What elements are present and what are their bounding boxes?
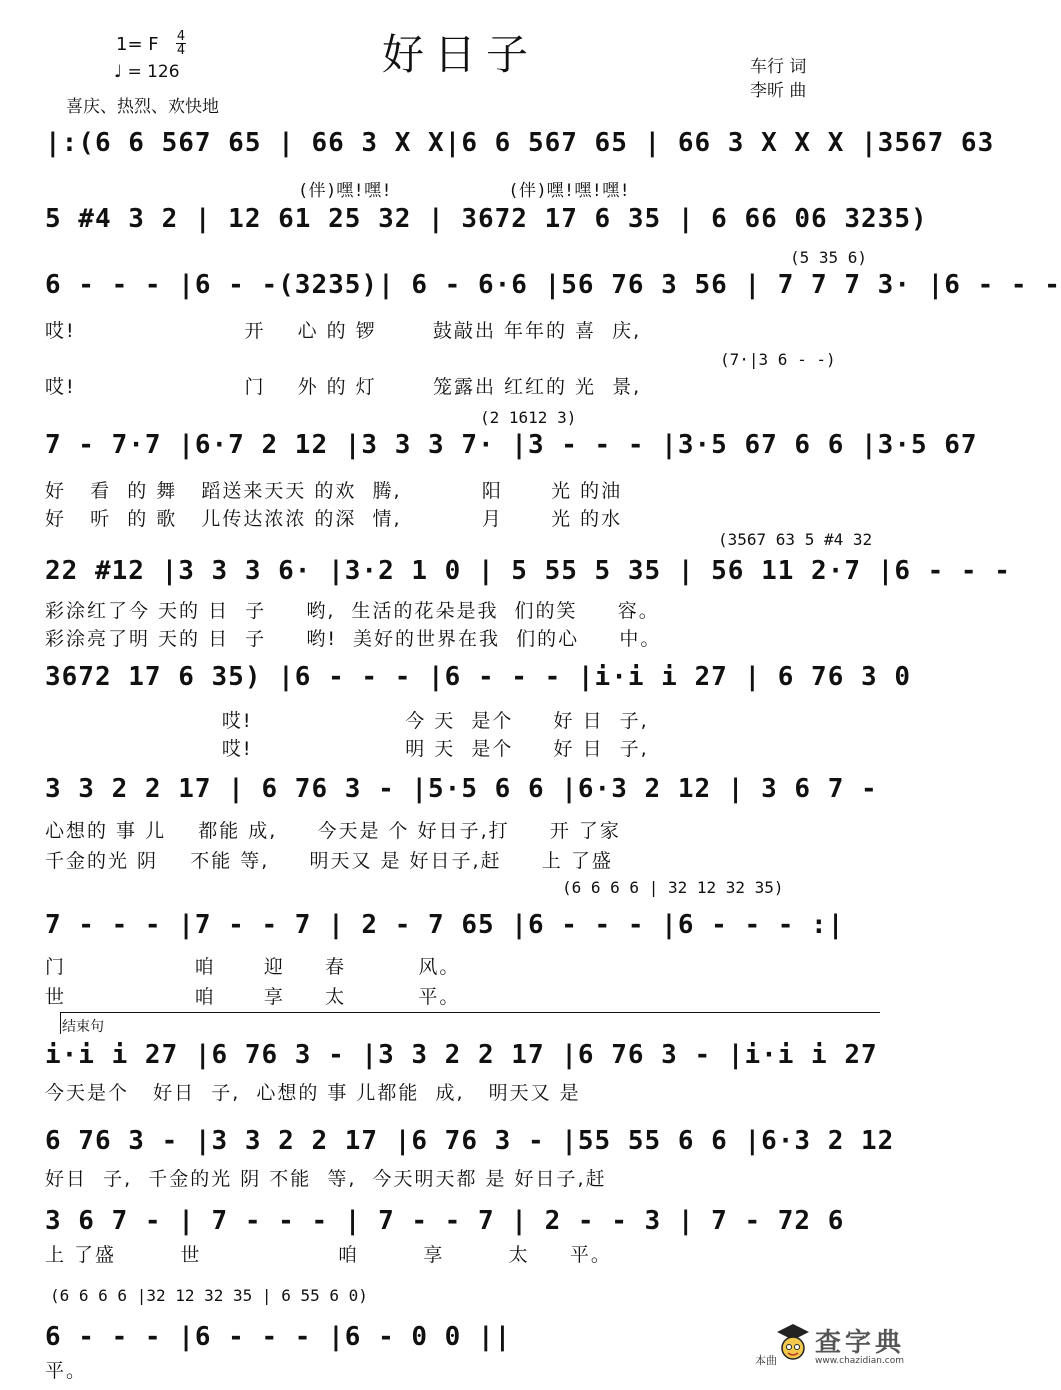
song-title: 好日子 — [382, 30, 539, 79]
ending-bracket-line — [60, 1012, 880, 1013]
tempo — [114, 62, 180, 82]
lyric-row-4-verse-2: 好 听 的 歌 儿传达浓浓 的深 情, 月 光 的水 — [45, 508, 623, 530]
composer-credit: 李昕 曲 — [750, 81, 807, 101]
lyric-row-10: 好日 子, 千金的光 阴 不能 等, 今天明天都 是 好日子,赶 — [45, 1168, 607, 1190]
staff-row-5-annotation: (3567 63 5 #4 32 — [718, 530, 873, 549]
lyric-row-5-verse-2: 彩涂亮了明 天的 日 子 哟! 美好的世界在我 们的心 中。 — [45, 628, 662, 650]
ending-bracket-tick — [60, 1012, 61, 1034]
lyricist-credit: 车行 词 — [750, 57, 807, 77]
lyric-row-8-verse-2: 世 咱 享 太 平。 — [45, 986, 461, 1008]
staff-row-3-annotation: (5 35 6) — [790, 248, 868, 267]
staff-row-12-annotation: (6 6 6 6 |32 12 32 35 | 6 55 6 0) — [50, 1286, 368, 1305]
lyric-row-9: 今天是个 好日 子, 心想的 事 儿都能 成, 明天又 是 — [45, 1082, 581, 1104]
watermark-url: www.chazidian.com — [815, 1356, 905, 1366]
staff-row-11: 3 6 7 - | 7 - - - | 7 - - 7 | 2 - - 3 | 7 - 72 6 — [45, 1206, 845, 1236]
watermark-logo — [755, 1312, 925, 1382]
key-signature: 1= F — [116, 34, 159, 55]
lyric-row-1: (伴)嘿!嘿! (伴)嘿!嘿!嘿! — [300, 181, 631, 201]
lyric-row-6-verse-1: 哎! 今 天 是个 好 日 子, — [45, 710, 649, 732]
staff-row-7: 3 3 2 2 17 | 6 76 3 - |5·5 6 6 |6·3 2 12 | 3 6 7 - — [45, 774, 878, 804]
lyric-row-11: 上 了盛 世 咱 享 太 平。 — [45, 1244, 612, 1266]
time-signature-bottom: 4 — [176, 43, 186, 58]
watermark-prefix: 本曲 — [755, 1354, 777, 1367]
staff-row-4: 7 - 7·7 |6·7 2 12 |3 3 3 7· |3 - - - |3·5 67 6 6 |3·5 67 — [45, 430, 978, 460]
lyric-row-12: 平。 — [45, 1360, 88, 1382]
lyric-row-3-verse-1: 哎! 开 心 的 锣 鼓敲出 年年的 喜 庆, — [45, 320, 642, 342]
lyric-row-3-verse-2: 哎! 门 外 的 灯 笼露出 红红的 光 景, — [45, 376, 642, 398]
time-signature — [176, 30, 186, 57]
lyric-row-4-verse-1: 好 看 的 舞 蹈送来天天 的欢 腾, 阳 光 的油 — [45, 480, 623, 502]
quarter-note-icon: ♩ — [114, 62, 123, 82]
lyric-row-6-verse-2: 哎! 明 天 是个 好 日 子, — [45, 738, 649, 760]
staff-row-9: i·i i 27 |6 76 3 - |3 3 2 2 17 |6 76 3 - |i·i i 27 — [45, 1040, 878, 1070]
staff-row-2: 5 #4 3 2 | 12 61 25 32 | 3672 17 6 35 | 6 66 06 3235) — [45, 204, 928, 234]
lyric-row-7-verse-2: 千金的光 阴 不能 等, 明天又 是 好日子,赶 上 了盛 — [45, 850, 613, 872]
staff-row-4-annotation: (2 1612 3) — [480, 408, 577, 427]
staff-row-8: 7 - - - |7 - - 7 | 2 - 7 65 |6 - - - |6 - - - :| — [45, 910, 845, 940]
time-signature-top: 4 — [176, 29, 186, 44]
ending-label: 结束句 — [62, 1019, 104, 1035]
watermark-brand: 查字典 — [815, 1328, 906, 1358]
staff-row-6: 3672 17 6 35) |6 - - - |6 - - - |i·i i 27 | 6 76 3 0 — [45, 662, 911, 692]
staff-row-1: |:(6 6 567 65 | 66 3 X X|6 6 567 65 | 66 3 X X X |3567 63 — [45, 128, 995, 158]
staff-row-3: 6 - - - |6 - -(3235)| 6 - 6·6 |56 76 3 56 | 7 7 7 3· |6 - - - — [45, 270, 1061, 300]
lyric-row-5-verse-1: 彩涂红了今 天的 日 子 哟, 生活的花朵是我 们的笑 容。 — [45, 600, 660, 622]
tempo-value: = 126 — [127, 62, 180, 82]
staff-row-5: 22 #12 |3 3 3 6· |3·2 1 0 | 5 55 5 35 | 56 11 2·7 |6 - - - — [45, 556, 1011, 586]
staff-row-8-annotation: (6 6 6 6 | 32 12 32 35) — [562, 878, 784, 897]
staff-row-3-annotation-2: (7·|3 6 - -) — [720, 350, 836, 369]
staff-row-10: 6 76 3 - |3 3 2 2 17 |6 76 3 - |55 55 6 6 |6·3 2 12 — [45, 1126, 895, 1156]
lyric-row-8-verse-1: 门 咱 迎 春 风。 — [45, 956, 461, 978]
performance-direction: 喜庆、热烈、欢快地 — [66, 97, 219, 117]
staff-row-12: 6 - - - |6 - - - |6 - 0 0 || — [45, 1322, 512, 1352]
graduate-mascot-icon — [775, 1322, 811, 1362]
lyric-row-7-verse-1: 心想的 事 儿 都能 成, 今天是 个 好日子,打 开 了家 — [45, 820, 621, 842]
